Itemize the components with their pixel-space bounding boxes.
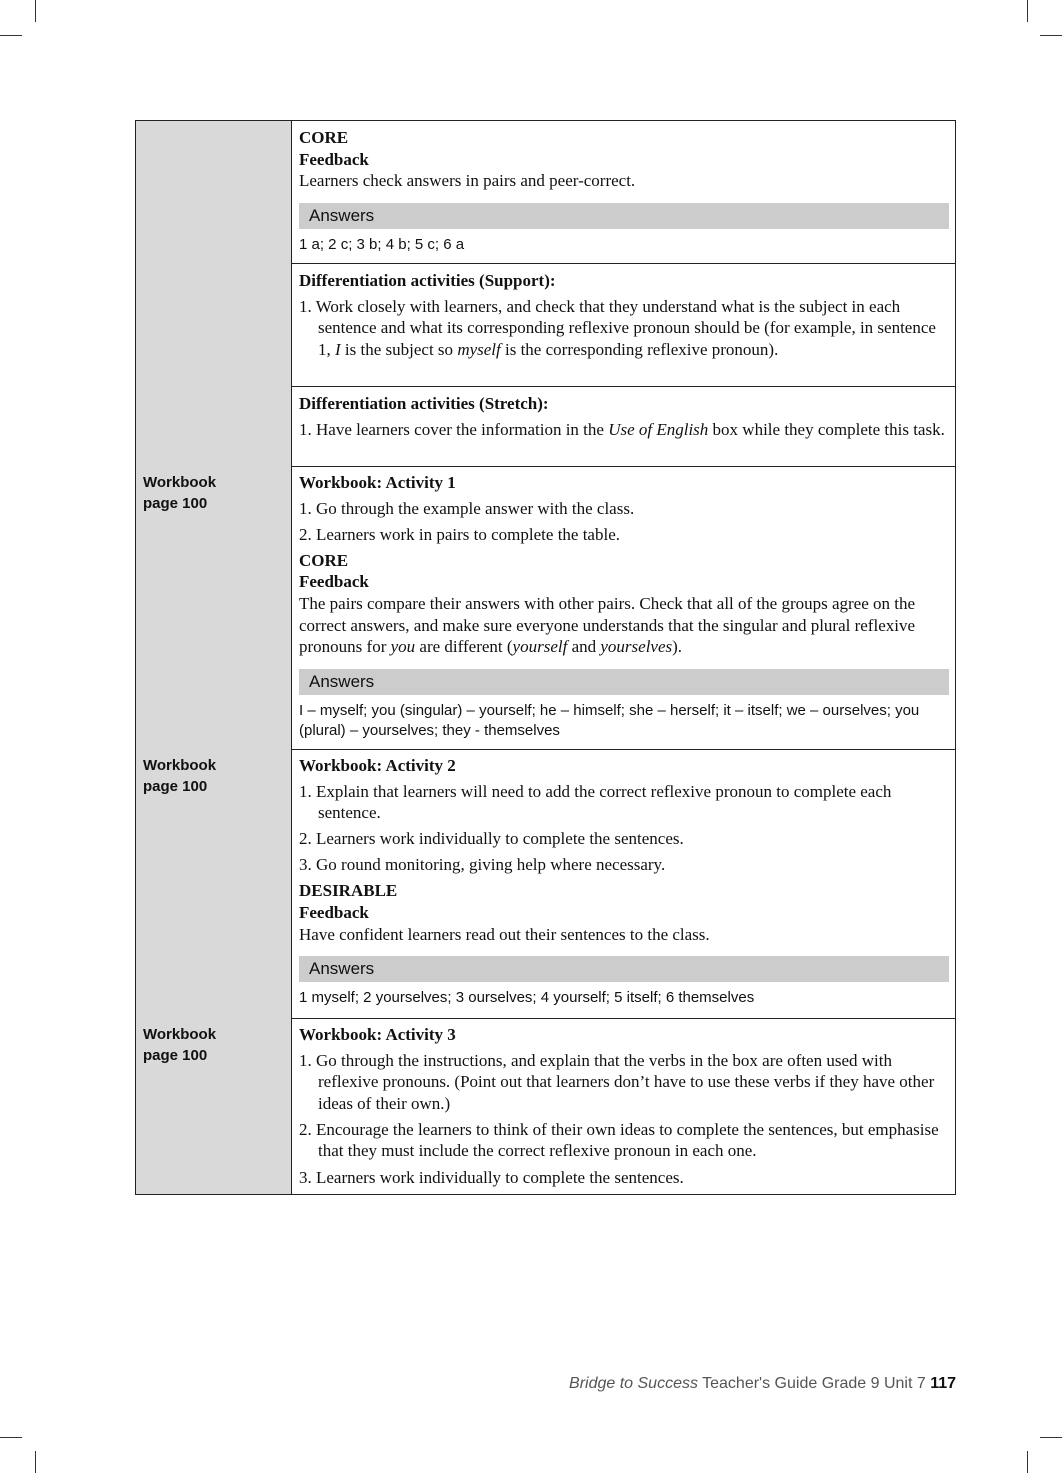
feedback-heading: Feedback <box>299 903 369 923</box>
crop-mark <box>0 1437 22 1438</box>
crop-mark <box>1027 1451 1028 1473</box>
list-item: 1. Work closely with learners, and check that they understand what is the subject in each sentence and what its corresponding reflexive pronoun should be (for example, in sentence 1, I is the subject so myself is the corresponding reflexive pronoun). <box>299 296 936 359</box>
answers-heading: Answers <box>299 956 949 982</box>
footer-subtitle: Teacher's Guide Grade 9 Unit 7 <box>697 1375 931 1392</box>
table-row <box>135 466 956 750</box>
support-heading: Differentiation activities (Support): <box>299 271 556 290</box>
activity-title: Workbook: Activity 2 <box>299 756 456 775</box>
feedback-heading: Feedback <box>299 572 369 592</box>
page-footer <box>569 1375 956 1393</box>
answers-text: 1 myself; 2 yourselves; 3 ourselves; 4 yourself; 5 itself; 6 themselves <box>299 989 755 1007</box>
table-row <box>135 1018 956 1195</box>
list-item: 2. Encourage the learners to think of their own ideas to complete the sentences, but emphasise that they must include the correct reflexive pronoun in each one. <box>299 1119 939 1161</box>
crop-mark <box>35 1451 36 1473</box>
crop-mark <box>1040 35 1062 36</box>
feedback-heading: Feedback <box>299 149 369 169</box>
feedback-text: Learners check answers in pairs and peer-correct. <box>299 171 636 191</box>
list-item: 1. Go through the instructions, and explain that the verbs in the box are often used with reflexive pronouns. (Point out that learners don’t have to use these verbs if they have other ideas of their own.) <box>299 1050 935 1113</box>
list-item: 3. Go round monitoring, giving help where necessary. <box>299 855 666 875</box>
table-row <box>135 749 956 1019</box>
activity-section <box>292 466 955 745</box>
row-label: Workbook page 100 <box>136 466 292 749</box>
level-heading: CORE <box>299 128 349 147</box>
feedback-text: The pairs compare their answers with other pairs. Check that all of the groups agree on the correct answers, and make sure everyone understands that the singular and plural reflexive pronouns for you are different (yourself and yourselves). <box>299 593 916 657</box>
list-item: 3. Learners work individually to complete the sentences. <box>299 1167 684 1187</box>
activity-section <box>292 749 955 1012</box>
crop-mark <box>35 0 36 22</box>
crop-mark <box>1027 0 1028 22</box>
row-label: Workbook page 100 <box>136 749 292 1018</box>
level-heading: DESIRABLE <box>299 881 398 901</box>
stretch-section <box>292 386 955 466</box>
page-number: 117 <box>930 1375 956 1392</box>
book-title: Bridge to Success <box>569 1375 698 1392</box>
row-label-empty <box>136 121 292 466</box>
activity-title: Workbook: Activity 1 <box>299 473 456 492</box>
list-item: 1. Explain that learners will need to add the correct reflexive pronoun to complete each sentence. <box>299 781 892 823</box>
answers-heading: Answers <box>299 669 949 695</box>
level-heading: CORE <box>299 550 349 570</box>
support-section <box>292 263 955 386</box>
list-item: 1. Have learners cover the information in the Use of English box while they complete this task. <box>299 419 945 439</box>
answers-text: I – myself; you (singular) – yourself; he – himself; she – herself; it – itself; we – ourselves; you (plural) – yourselves; they - themselves <box>299 701 920 739</box>
table-row <box>135 120 956 467</box>
activity-title: Workbook: Activity 3 <box>299 1025 456 1044</box>
row-label: Workbook page 100 <box>136 1018 292 1194</box>
list-item: 2. Learners work in pairs to complete the table. <box>299 524 620 544</box>
answers-heading: Answers <box>299 203 949 229</box>
answers-text: 1 a; 2 c; 3 b; 4 b; 5 c; 6 a <box>299 235 465 253</box>
feedback-section <box>292 121 955 263</box>
list-item: 1. Go through the example answer with the class. <box>299 498 635 518</box>
feedback-text: Have confident learners read out their sentences to the class. <box>299 924 710 944</box>
list-item: 2. Learners work individually to complete the sentences. <box>299 829 684 849</box>
activity-section <box>292 1018 955 1197</box>
crop-mark <box>1040 1437 1062 1438</box>
crop-mark <box>0 35 22 36</box>
stretch-heading: Differentiation activities (Stretch): <box>299 394 549 413</box>
